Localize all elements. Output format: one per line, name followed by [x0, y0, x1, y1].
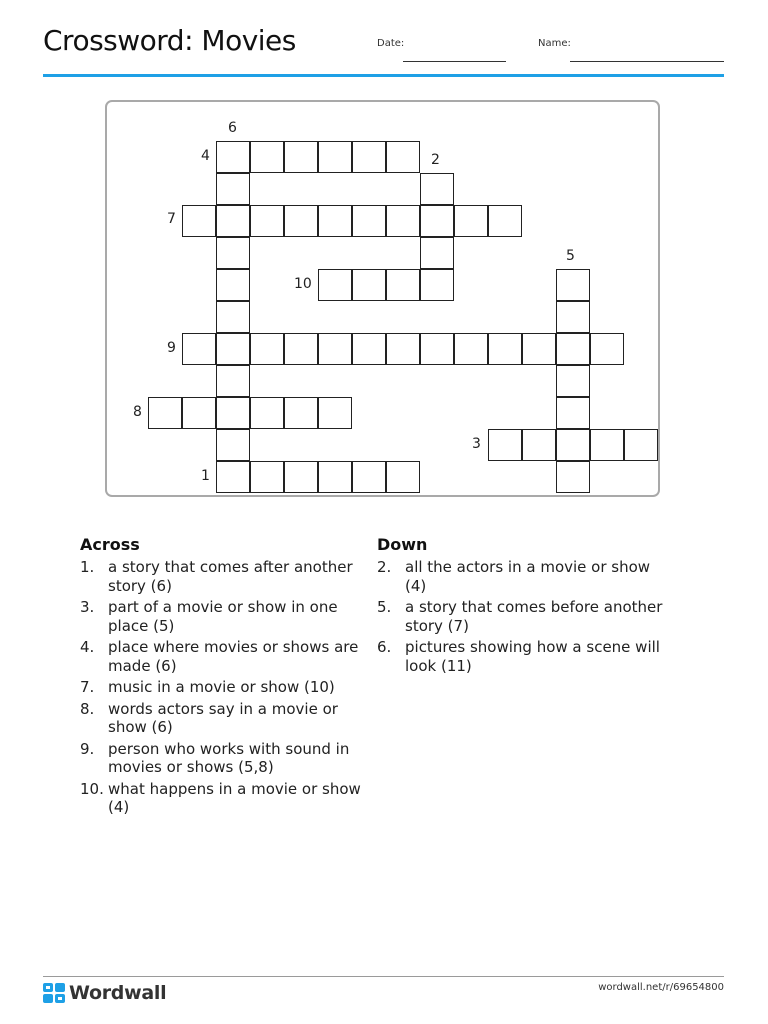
crossword-cell[interactable]	[216, 365, 250, 397]
crossword-cell[interactable]	[522, 333, 556, 365]
crossword-cell[interactable]	[284, 205, 318, 237]
crossword-cell[interactable]	[556, 397, 590, 429]
crossword-cell[interactable]	[386, 461, 420, 493]
crossword-cell[interactable]	[352, 333, 386, 365]
clue-number-label: 9	[167, 340, 176, 356]
crossword-cell[interactable]	[216, 397, 250, 429]
crossword-cell[interactable]	[182, 397, 216, 429]
crossword-cell[interactable]	[216, 269, 250, 301]
footer-url[interactable]: wordwall.net/r/69654800	[598, 982, 724, 993]
clue-item: 6. pictures showing how a scene will look (11)	[377, 638, 660, 675]
across-clues	[80, 535, 370, 820]
date-field[interactable]	[403, 61, 506, 62]
clue-number-label: 4	[201, 148, 210, 164]
crossword-cell[interactable]	[318, 205, 352, 237]
crossword-cell[interactable]	[556, 461, 590, 493]
clue-item: 4. place where movies or shows are made (6)	[80, 638, 359, 675]
clue-number-label: 10	[294, 276, 312, 292]
crossword-cell[interactable]	[590, 429, 624, 461]
clue-item: 8. words actors say in a movie or show (6)	[80, 699, 338, 736]
crossword-cell[interactable]	[216, 173, 250, 205]
crossword-cell[interactable]	[318, 141, 352, 173]
clue-item: 9. person who works with sound in movies or shows (5,8)	[80, 739, 350, 776]
crossword-cell[interactable]	[420, 173, 454, 205]
page-title: Crossword: Movies	[43, 24, 296, 57]
clue-number-label: 2	[431, 152, 440, 168]
clue-number-label: 3	[472, 436, 481, 452]
crossword-cell[interactable]	[284, 461, 318, 493]
crossword-cell[interactable]	[420, 205, 454, 237]
crossword-cell[interactable]	[556, 365, 590, 397]
crossword-cell[interactable]	[216, 141, 250, 173]
clue-number-label: 8	[133, 404, 142, 420]
crossword-cell[interactable]	[284, 397, 318, 429]
crossword-cell[interactable]	[318, 333, 352, 365]
down-clues	[377, 535, 667, 678]
crossword-cell[interactable]	[352, 461, 386, 493]
crossword-cell[interactable]	[556, 269, 590, 301]
crossword-cell[interactable]	[250, 397, 284, 429]
date-label: Date:	[377, 38, 405, 49]
crossword-cell[interactable]	[386, 333, 420, 365]
crossword-cell[interactable]	[454, 205, 488, 237]
crossword-cell[interactable]	[318, 269, 352, 301]
crossword-cell[interactable]	[148, 397, 182, 429]
clue-item: 10. what happens in a movie or show (4)	[80, 779, 361, 816]
header-divider	[43, 74, 724, 77]
crossword-cell[interactable]	[318, 461, 352, 493]
crossword-cell[interactable]	[420, 333, 454, 365]
clue-item: 1. a story that comes after another story (6)	[80, 558, 353, 595]
across-heading: Across	[80, 535, 140, 554]
clue-number-label: 7	[167, 211, 176, 227]
crossword-cell[interactable]	[556, 333, 590, 365]
down-heading: Down	[377, 535, 428, 554]
crossword-cell[interactable]	[250, 205, 284, 237]
clue-number-label: 1	[201, 468, 210, 484]
crossword-cell[interactable]	[624, 429, 658, 461]
crossword-cell[interactable]	[216, 429, 250, 461]
crossword-cell[interactable]	[556, 429, 590, 461]
crossword-cell[interactable]	[420, 237, 454, 269]
crossword-cell[interactable]	[386, 205, 420, 237]
clue-item: 2. all the actors in a movie or show (4)	[377, 558, 651, 595]
name-field[interactable]	[570, 61, 724, 62]
crossword-cell[interactable]	[182, 333, 216, 365]
crossword-cell[interactable]	[386, 269, 420, 301]
clue-item: 5. a story that comes before another story (7)	[377, 598, 663, 635]
crossword-cell[interactable]	[522, 429, 556, 461]
crossword-cell[interactable]	[284, 333, 318, 365]
crossword-cell[interactable]	[488, 333, 522, 365]
name-label: Name:	[538, 38, 571, 49]
crossword-cell[interactable]	[420, 269, 454, 301]
crossword-cell[interactable]	[454, 333, 488, 365]
crossword-cell[interactable]	[386, 141, 420, 173]
crossword-cell[interactable]	[352, 141, 386, 173]
crossword-cell[interactable]	[556, 301, 590, 333]
clue-number-label: 5	[566, 248, 575, 264]
crossword-cell[interactable]	[488, 205, 522, 237]
crossword-cell[interactable]	[182, 205, 216, 237]
wordwall-logo-icon	[43, 983, 65, 1003]
wordwall-logo[interactable]	[43, 982, 166, 1004]
crossword-cell[interactable]	[216, 333, 250, 365]
clue-item: 3. part of a movie or show in one place (5)	[80, 598, 338, 635]
wordwall-logo-text: Wordwall	[69, 982, 167, 1004]
crossword-cell[interactable]	[250, 141, 284, 173]
footer-divider	[43, 976, 724, 977]
crossword-cell[interactable]	[250, 461, 284, 493]
crossword-cell[interactable]	[352, 205, 386, 237]
crossword-cell[interactable]	[216, 205, 250, 237]
crossword-cell[interactable]	[352, 269, 386, 301]
crossword-cell[interactable]	[488, 429, 522, 461]
crossword-cell[interactable]	[216, 301, 250, 333]
clue-item: 7. music in a movie or show (10)	[80, 678, 335, 696]
crossword-cell[interactable]	[590, 333, 624, 365]
crossword-cell[interactable]	[318, 397, 352, 429]
crossword-cell[interactable]	[250, 333, 284, 365]
crossword-cell[interactable]	[284, 141, 318, 173]
clue-number-label: 6	[228, 120, 237, 136]
crossword-cell[interactable]	[216, 237, 250, 269]
crossword-cell[interactable]	[216, 461, 250, 493]
